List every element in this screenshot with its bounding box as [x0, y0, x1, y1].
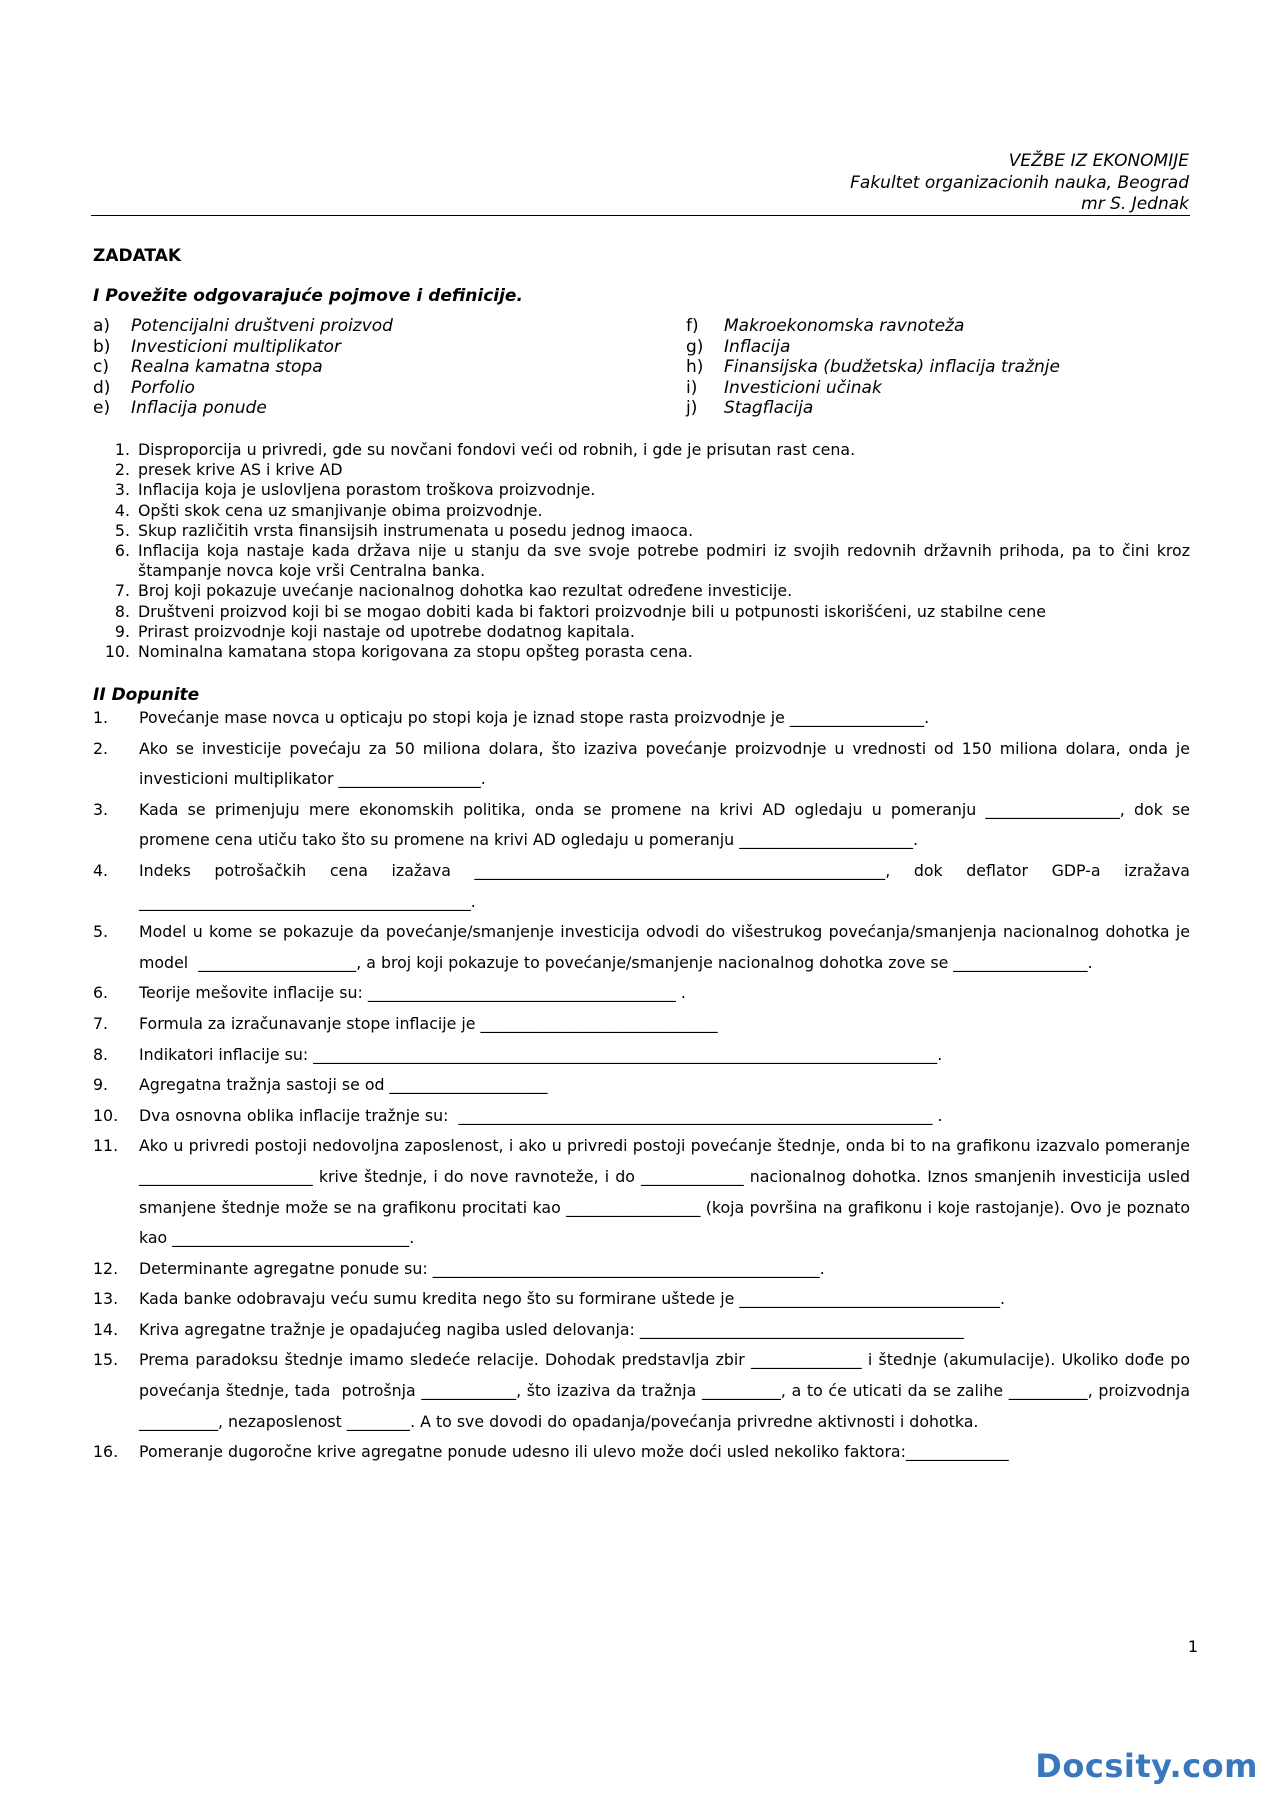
definition-number: 9.: [114, 621, 130, 641]
fill-in-item: [93, 917, 1196, 978]
definition-item: [93, 642, 1190, 662]
fill-in-item: [93, 1131, 1196, 1253]
fill-in-item: [93, 1254, 1190, 1285]
definition-text: Prirast proizvodnje koji nastaje od upotrebe dodatnog kapitala.: [138, 621, 635, 641]
item-number: 1.: [93, 708, 109, 727]
fill-in-item: [93, 1437, 1190, 1468]
term-item: [686, 398, 1060, 419]
item-text: Kada se primenjuju mere ekonomskih politika, onda se promene na krivi AD ogledaju u pomeranju _________________, dok se promene cena utiču tako što su promene na krivi AD ogledaju u pomeranju ______________________.: [139, 799, 1196, 850]
fill-in-item: [93, 978, 1190, 1009]
item-number: 5.: [93, 922, 109, 942]
item-number: 2.: [93, 738, 109, 758]
definition-item: [93, 460, 1190, 480]
definition-item: [93, 602, 1190, 622]
term-letter: d): [93, 377, 111, 398]
header-author: mr S. Jednak: [1081, 194, 1189, 214]
item-text: Prema paradoksu štednje imamo sledeće relacije. Dohodak predstavlja zbir ______________ i štednje (akumulacije). Ukoliko dođe po povećanja štednje, tada potrošnja ____________, što izaziva da tražnja __________, a to će uticati da se zalihe __________, proizvodnja __________, nezaposlenost ________. A to sve dovodi do opadanja/povećanja privredne aktivnosti i dohotka.: [139, 1350, 1196, 1431]
page-number: 1: [1187, 1637, 1198, 1656]
term-item: [93, 357, 393, 378]
header-faculty: Fakultet organizacionih nauka, Beograd: [850, 172, 1189, 193]
term-text: Porfolio: [131, 377, 195, 398]
term-letter: c): [93, 357, 109, 378]
item-text: Dva osnovna oblika inflacije tražnje su: ____________________________________________________________ .: [139, 1105, 943, 1125]
item-text: Pomeranje dugoročne krive agregatne ponude udesno ili ulevo može doći usled nekoliko faktora:_____________: [139, 1442, 1009, 1462]
item-text: Ako se investicije povećaju za 50 miliona dolara, što izaziva povećanje proizvodnje u vrednosti od 150 miliona dolara, onda je investicioni multiplikator __________________.: [139, 738, 1201, 789]
definition-text: Broj koji pokazuje uvećanje nacionalnog dohotka kao rezultat određene investicije.: [138, 581, 793, 601]
item-text: Indikatori inflacije su: _______________________________________________________________________________.: [139, 1044, 943, 1064]
item-number: 12.: [93, 1258, 119, 1278]
definition-number: 5.: [114, 520, 130, 540]
item-text: Povećanje mase novca u opticaju po stopi koja je iznad stope rasta proizvodnje je _________________.: [139, 708, 930, 727]
definitions-list: [93, 440, 1190, 662]
term-text: Inflacija: [724, 336, 791, 357]
term-item: [93, 316, 393, 337]
fill-in-item: [93, 1284, 1190, 1315]
term-item: [93, 378, 393, 399]
item-number: 15.: [93, 1350, 119, 1370]
docsity-watermark: Docsity.com: [1035, 1747, 1258, 1785]
item-text: Teorije mešovite inflacije su: _______________________________________ .: [139, 983, 686, 1003]
term-text: Stagflacija: [724, 398, 814, 419]
definition-number: 3.: [114, 480, 130, 500]
header-course: VEŽBE IZ EKONOMIJE: [1008, 151, 1189, 171]
page-title: ZADATAK: [93, 246, 182, 266]
term-letter: f): [686, 316, 699, 336]
term-letter: e): [93, 398, 111, 419]
fill-in-item: [93, 1070, 1190, 1101]
term-item: [93, 398, 393, 419]
item-text: Indeks potrošačkih cena izažava ____________________________________________________, dok deflator GDP-a izražava __________________________________________.: [139, 860, 1196, 911]
definition-item: [93, 480, 1190, 500]
fill-in-item: [93, 856, 1196, 917]
term-text: Makroekonomska ravnoteža: [724, 316, 965, 336]
term-text: Potencijalni društveni proizvod: [131, 316, 393, 336]
item-text: Determinante agregatne ponude su: _________________________________________________.: [139, 1258, 825, 1278]
item-number: 10.: [93, 1105, 119, 1125]
term-item: [686, 357, 1060, 378]
term-letter: j): [686, 398, 698, 419]
definition-item: [93, 541, 1190, 581]
terms-right-list: [686, 316, 1060, 419]
fill-in-item: [93, 795, 1196, 856]
term-item: [686, 316, 1060, 337]
definition-number: 8.: [114, 601, 130, 621]
definition-item: [93, 581, 1190, 601]
header-divider: [91, 215, 1190, 216]
term-text: Finansijska (budžetska) inflacija tražnje: [724, 357, 1060, 378]
section1-heading: I Povežite odgovarajuće pojmove i definicije.: [93, 286, 523, 306]
fill-in-item: [93, 1040, 1190, 1071]
definition-number: 6.: [114, 541, 130, 561]
term-item: [686, 337, 1060, 358]
definition-text: presek krive AS i krive AD: [138, 460, 343, 480]
definition-item: [93, 501, 1190, 521]
definition-number: 7.: [114, 581, 130, 601]
item-number: 13.: [93, 1289, 119, 1309]
item-number: 3.: [93, 799, 109, 819]
term-item: [93, 337, 393, 358]
definition-number: 1.: [114, 440, 130, 459]
fill-in-item: [93, 703, 1190, 734]
fill-in-item: [93, 734, 1201, 795]
definition-text: Nominalna kamatana stopa korigovana za stopu opšteg porasta cena.: [138, 642, 693, 662]
definition-item: [93, 622, 1190, 642]
term-text: Investicioni multiplikator: [131, 336, 341, 357]
fill-in-item: [93, 1315, 1190, 1346]
item-text: Model u kome se pokazuje da povećanje/smanjenje investicija odvodi do višestrukog povećanja/smanjenja nacionalnog dohotka je model ____________________, a broj koji pokazuje to povećanje/smanjenje nacionalnog dohotka zove se _________________.: [139, 922, 1196, 972]
definition-text: Društveni proizvod koji bi se mogao dobiti kada bi faktori proizvodnje bili u potpunosti iskorišćeni, uz stabilne cene: [138, 601, 1046, 621]
definition-text: Inflacija koja je uslovljena porastom troškova proizvodnje.: [138, 480, 596, 500]
definition-number: 10.: [104, 642, 130, 662]
fill-in-item: [93, 1009, 1190, 1040]
item-number: 11.: [93, 1136, 119, 1156]
item-number: 9.: [93, 1075, 109, 1095]
term-letter: b): [93, 336, 111, 357]
item-number: 14.: [93, 1319, 119, 1339]
term-letter: h): [686, 357, 704, 378]
item-number: 7.: [93, 1013, 109, 1033]
item-number: 8.: [93, 1044, 109, 1064]
definition-number: 2.: [114, 460, 130, 480]
definition-number: 4.: [114, 500, 130, 520]
term-text: Inflacija ponude: [131, 398, 267, 419]
item-text: Kriva agregatne tražnje je opadajućeg nagiba usled delovanja: _________________________________________: [139, 1319, 964, 1339]
term-letter: a): [93, 316, 111, 336]
item-number: 16.: [93, 1442, 119, 1462]
term-letter: g): [686, 336, 704, 357]
document-header: [850, 151, 1189, 216]
definition-item: [93, 440, 1190, 460]
item-text: Ako u privredi postoji nedovoljna zaposlenost, i ako u privredi postoji povećanje štednje, onda bi to na grafikonu izazvalo pomeranje ______________________ krive štednje, i do nove ravnoteže, i do _____________ nacionalnog dohotka. Iznos smanjenih investicija usled smanjene štednje može se na grafikonu procitati kao _________________ (koja površina na grafikonu i koje rastojanje). Ovo je poznato kao ______________________________.: [139, 1136, 1196, 1248]
section2-heading: II Dopunite: [93, 685, 200, 705]
item-number: 4.: [93, 860, 109, 880]
item-number: 6.: [93, 983, 109, 1003]
item-text: Agregatna tražnja sastoji se od ____________________: [139, 1075, 548, 1095]
fill-in-item: [93, 1101, 1190, 1132]
fill-in-item: [93, 1345, 1196, 1437]
definition-text: Opšti skok cena uz smanjivanje obima proizvodnje.: [138, 500, 543, 520]
definition-text: Inflacija koja nastaje kada država nije u stanju da sve svoje potrebe podmiri iz svojih redovnih državnih prihoda, pa to čini kroz štampanje novca koje vrši Centralna banka.: [138, 541, 1190, 581]
definition-text: Skup različitih vrsta finansijsih instrumenata u posedu jednog imaoca.: [138, 520, 694, 540]
definition-text: Disproporcija u privredi, gde su novčani fondovi veći od robnih, i gde je prisutan rast cena.: [138, 440, 856, 459]
term-text: Realna kamatna stopa: [131, 357, 323, 378]
item-text: Kada banke odobravaju veću sumu kredita nego što su formirane uštede je _________________________________.: [139, 1289, 1006, 1309]
definition-item: [93, 521, 1190, 541]
fill-in-list: [93, 703, 1201, 1468]
terms-left-list: [93, 316, 393, 419]
term-text: Investicioni učinak: [724, 377, 882, 398]
term-letter: i): [686, 377, 698, 398]
item-text: Formula za izračunavanje stope inflacije je ______________________________: [139, 1013, 718, 1033]
term-item: [686, 378, 1060, 399]
